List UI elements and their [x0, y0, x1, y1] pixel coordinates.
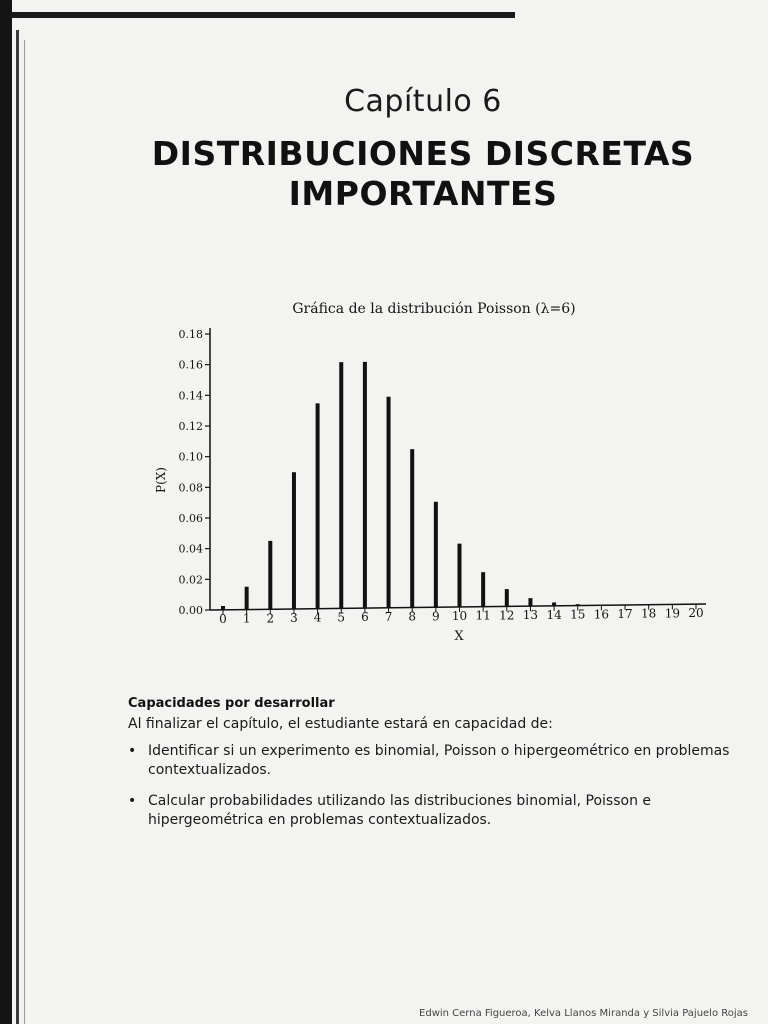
x-tick-label: 5 [337, 610, 346, 625]
poisson-bar [339, 362, 343, 608]
x-tick-label: 12 [499, 608, 515, 623]
bullet-icon: • [128, 743, 137, 759]
poisson-bar [221, 606, 225, 610]
poisson-bar [528, 598, 532, 606]
chapter-title-line-2: IMPORTANTES [288, 174, 558, 213]
poisson-bar [292, 472, 296, 609]
y-tick-label: 0.10 [178, 450, 203, 464]
x-tick-label: 17 [617, 606, 633, 621]
bullet-icon: • [128, 793, 137, 809]
y-tick-label: 0.18 [178, 328, 203, 341]
poisson-bar [599, 605, 603, 606]
y-tick-label: 0.00 [178, 604, 203, 617]
poisson-bar [268, 541, 272, 609]
y-tick-label: 0.02 [178, 573, 203, 587]
list-item [128, 792, 748, 830]
x-tick-label: 4 [313, 610, 322, 625]
x-tick-label: 8 [408, 609, 417, 624]
poisson-bar [387, 397, 391, 608]
x-tick-label: 6 [361, 610, 369, 625]
capacities-heading: Capacidades por desarrollar [128, 696, 335, 711]
y-tick-label: 0.06 [178, 512, 203, 525]
poisson-bar [410, 449, 414, 607]
x-tick-label: 11 [475, 608, 491, 623]
x-tick-label: 19 [664, 606, 680, 621]
y-tick-label: 0.16 [178, 358, 203, 372]
y-tick-label: 0.08 [178, 481, 203, 495]
capacities-intro: Al finalizar el capítulo, el estudiante estará en capacidad de: [128, 716, 553, 732]
poisson-bar [552, 602, 556, 605]
poisson-bar [481, 572, 485, 607]
footer-authors: Edwin Cerna Figueroa, Kelva Llanos Miranda y Silvia Pajuelo Rojas [419, 1008, 748, 1019]
chart-title: Gráfica de la distribución Poisson (λ=6) [292, 301, 576, 317]
poisson-bar [316, 403, 320, 608]
poisson-bar [363, 362, 367, 608]
poisson-bar [623, 605, 627, 606]
x-tick-label: 0 [219, 611, 227, 626]
x-tick-label: 18 [641, 606, 657, 621]
list-item-text: Identificar si un experimento es binomial, Poisson o hipergeométrico en problemas contextualizados. [148, 743, 730, 778]
capacities-list [128, 742, 748, 842]
x-tick-label: 3 [290, 610, 298, 625]
x-axis-label: X [454, 629, 464, 644]
x-tick-label: 14 [546, 607, 562, 622]
poisson-bar [458, 544, 462, 607]
poisson-bar [576, 604, 580, 605]
y-axis-label: P(X) [154, 467, 168, 493]
y-tick-label: 0.12 [178, 420, 203, 433]
x-tick-label: 15 [570, 607, 586, 622]
list-item-text: Calcular probabilidades utilizando las distribuciones binomial, Poisson e hipergeométrica en problemas contextualizados. [148, 793, 652, 828]
x-tick-label: 9 [432, 609, 440, 624]
x-tick-label: 16 [593, 607, 610, 622]
y-tick-label: 0.04 [178, 542, 203, 556]
chapter-label: Capítulo 6 [344, 84, 502, 119]
poisson-bar [434, 502, 438, 607]
y-tick-label: 0.14 [178, 389, 203, 403]
x-tick-label: 2 [266, 611, 275, 626]
list-item [128, 742, 748, 780]
poisson-bar [245, 587, 249, 610]
x-tick-label: 7 [384, 609, 393, 624]
chapter-title-line-1: DISTRIBUCIONES DISCRETAS [151, 134, 695, 173]
poisson-bar [505, 589, 509, 606]
x-tick-label: 20 [688, 606, 704, 621]
x-tick-label: 1 [242, 611, 251, 626]
x-tick-label: 10 [451, 608, 468, 623]
x-tick-label: 13 [522, 608, 539, 623]
